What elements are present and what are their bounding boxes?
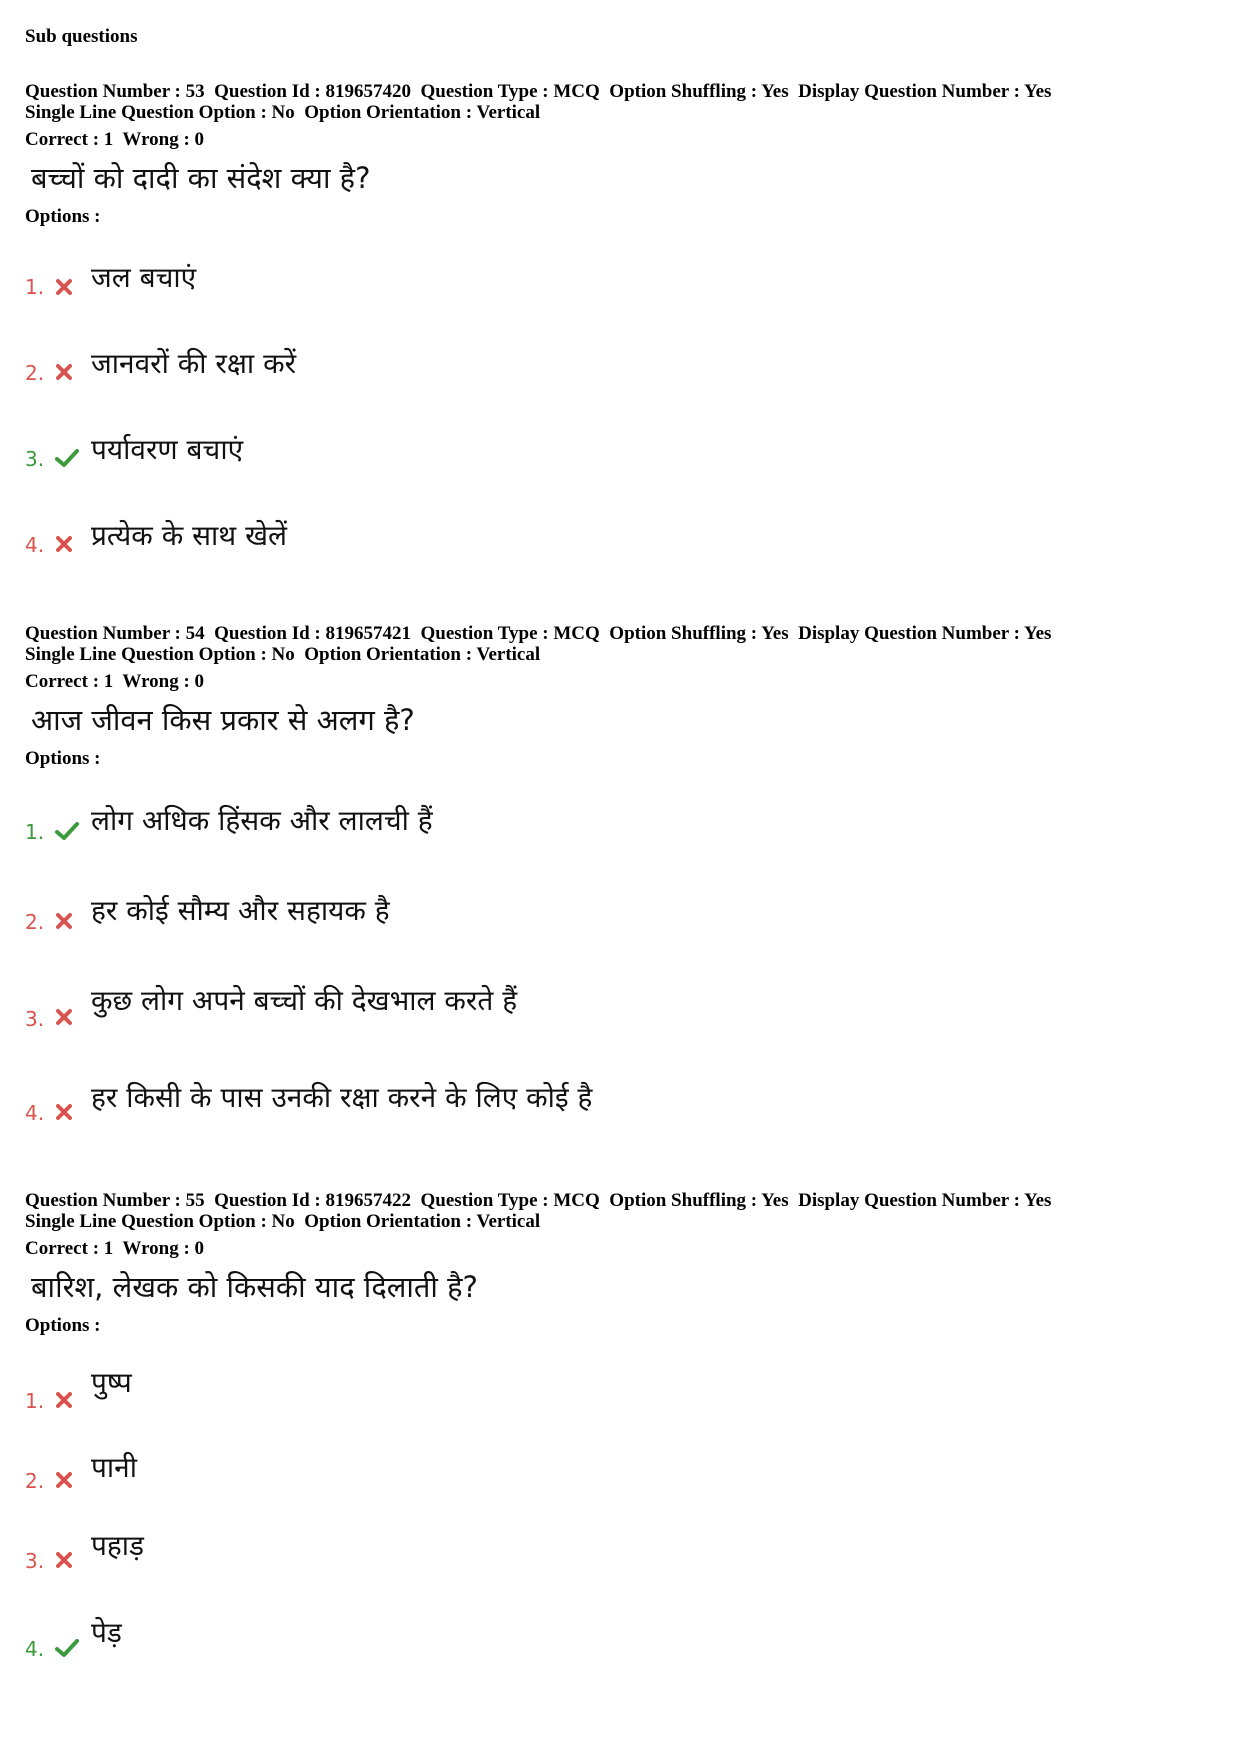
question-marks: Correct : 1 Wrong : 0 [25,129,205,150]
check-icon [55,821,79,841]
question-meta-line-2: Single Line Question Option : No Option Orientation : Vertical [25,1211,541,1232]
option-number: 1. [25,275,45,299]
cross-icon [55,912,73,930]
option-text: पहाड़ [91,1529,145,1562]
cross-icon [55,1471,73,1489]
check-icon [55,1638,79,1658]
check-icon [55,448,79,468]
question-marks: Correct : 1 Wrong : 0 [25,1238,205,1259]
question-block [25,81,1225,228]
option-number: 2. [25,361,45,385]
question-text: बारिश, लेखक को किसकी याद दिलाती है? [31,1270,478,1304]
options-label: Options : [25,748,101,769]
question-meta-line-1: Question Number : 54 Question Id : 819657421 Question Type : MCQ Option Shuffling : Yes Display Question Number : Yes [25,623,1052,644]
cross-icon [55,1391,73,1409]
cross-icon [55,535,73,553]
option-text: लोग अधिक हिंसक और लालची हैं [91,804,433,837]
page-heading: Sub questions [25,26,138,47]
cross-icon [55,1103,73,1121]
question-block [25,623,1225,770]
cross-icon [55,1551,73,1569]
option-number: 1. [25,820,45,844]
option-text: पानी [91,1451,137,1484]
options-label: Options : [25,1315,101,1336]
question-block [25,1190,1225,1337]
option-number: 3. [25,447,45,471]
option-number: 4. [25,1101,45,1125]
question-meta-line-2: Single Line Question Option : No Option Orientation : Vertical [25,102,541,123]
option-text: जल बचाएं [91,261,197,294]
option-number: 3. [25,1549,45,1573]
option-text: पर्यावरण बचाएं [91,433,244,466]
option-text: हर किसी के पास उनकी रक्षा करने के लिए कोई है [91,1081,593,1114]
option-text: पुष्प [91,1366,132,1399]
option-text: कुछ लोग अपने बच्चों की देखभाल करते हैं [91,984,518,1017]
question-marks: Correct : 1 Wrong : 0 [25,671,205,692]
option-text: पेड़ [91,1616,122,1649]
question-text: बच्चों को दादी का संदेश क्या है? [31,161,371,195]
option-number: 2. [25,1469,45,1493]
cross-icon [55,278,73,296]
option-number: 1. [25,1389,45,1413]
option-text: प्रत्येक के साथ खेलें [91,519,287,552]
cross-icon [55,363,73,381]
options-label: Options : [25,206,101,227]
question-meta-line-1: Question Number : 55 Question Id : 819657422 Question Type : MCQ Option Shuffling : Yes Display Question Number : Yes [25,1190,1052,1211]
option-number: 3. [25,1007,45,1031]
option-text: जानवरों की रक्षा करें [91,347,297,380]
question-meta-line-1: Question Number : 53 Question Id : 819657420 Question Type : MCQ Option Shuffling : Yes Display Question Number : Yes [25,81,1052,102]
question-text: आज जीवन किस प्रकार से अलग है? [31,703,415,737]
option-number: 2. [25,910,45,934]
cross-icon [55,1008,73,1026]
option-text: हर कोई सौम्य और सहायक है [91,894,390,927]
option-number: 4. [25,533,45,557]
question-meta-line-2: Single Line Question Option : No Option Orientation : Vertical [25,644,541,665]
option-number: 4. [25,1637,45,1661]
